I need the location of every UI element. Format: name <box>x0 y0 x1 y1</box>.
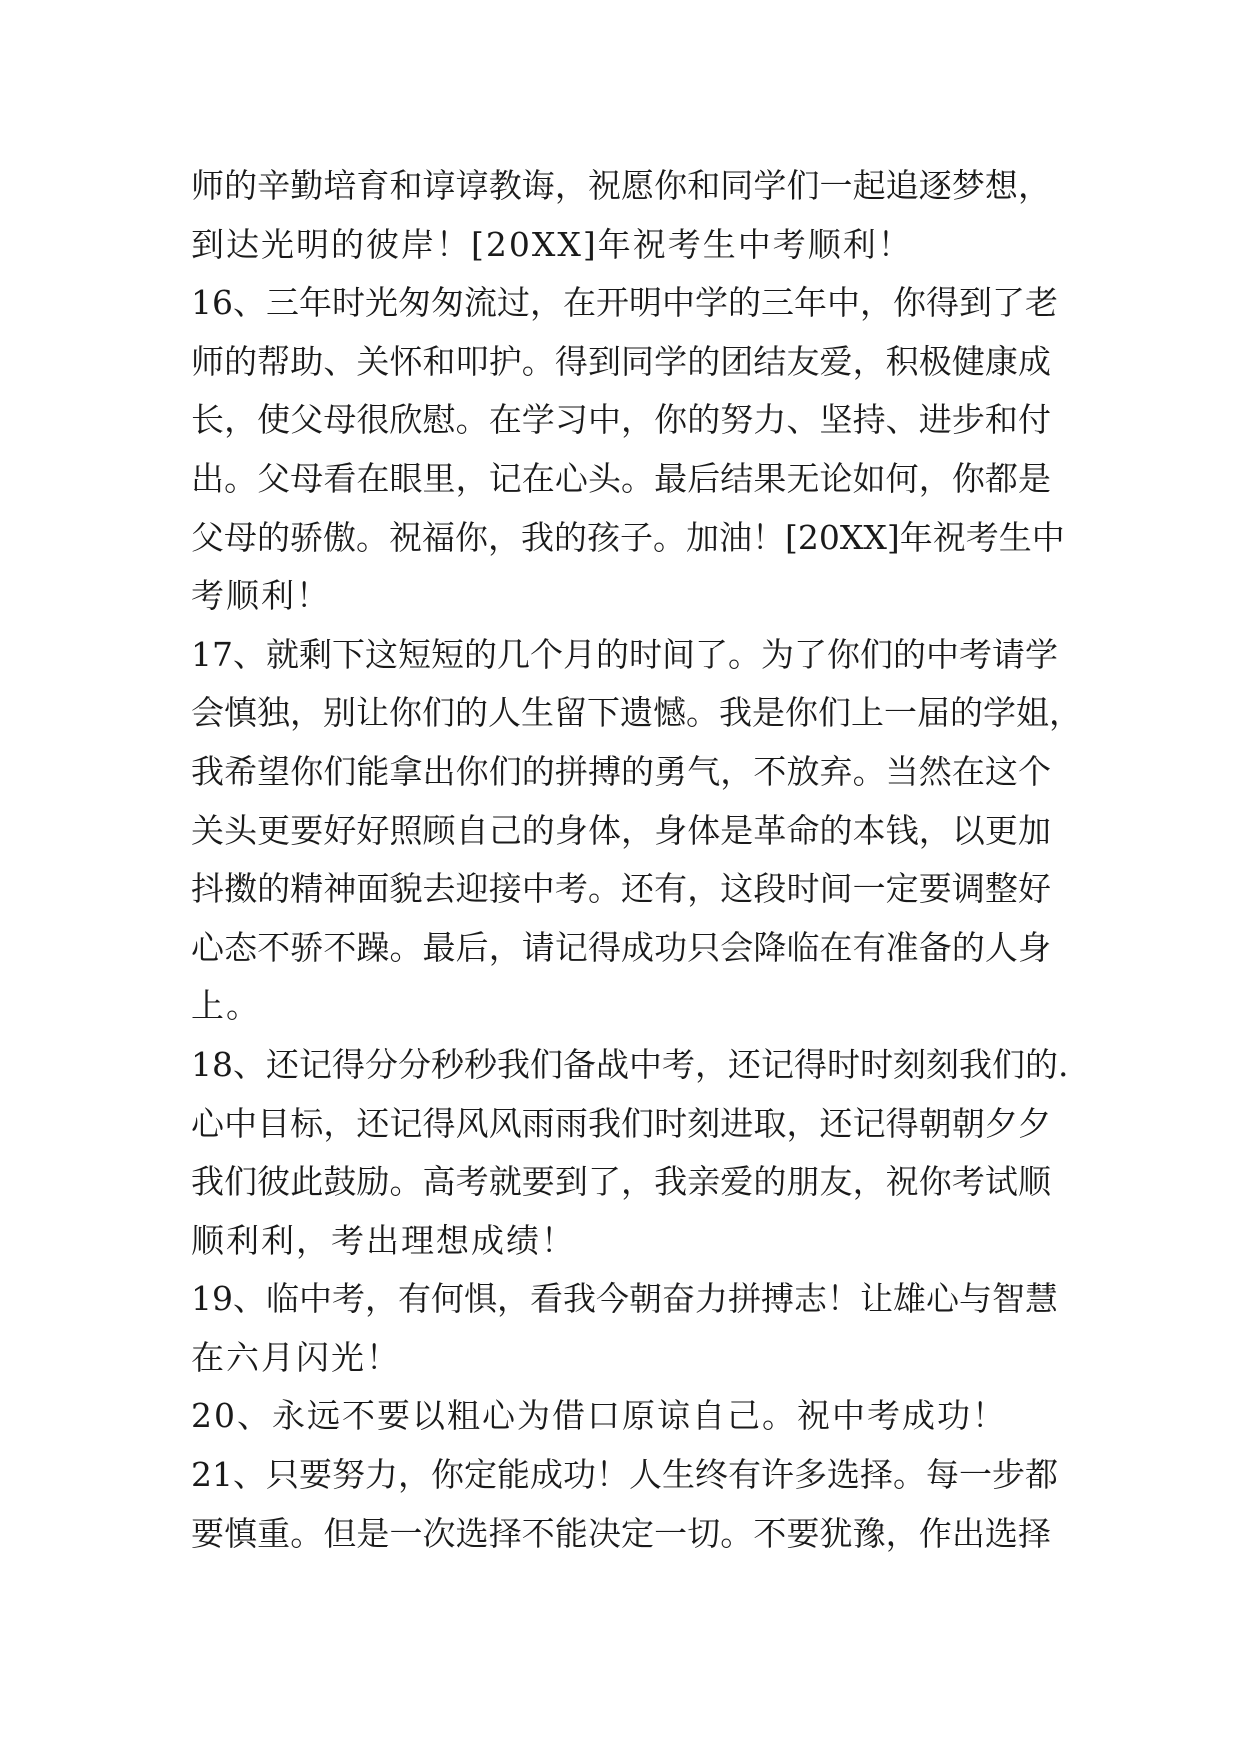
text-line: 长，使父母很欣慰。在学习中，你的努力、坚持、进步和付 <box>191 400 1051 440</box>
text-line: 在六月闪光！ <box>191 1337 401 1377</box>
text-line: 我们彼此鼓励。高考就要到了，我亲爱的朋友，祝你考试顺 <box>191 1162 1051 1202</box>
text-line: 心态不骄不躁。最后，请记得成功只会降临在有准备的人身 <box>191 927 1051 967</box>
text-line: 师的辛勤培育和谆谆教诲，祝愿你和同学们一起追逐梦想， <box>191 166 1051 205</box>
text-line: 关头更要好好照顾自己的身体，身体是革命的本钱，以更加 <box>191 810 1051 850</box>
text-line: 16、三年时光匆匆流过，在开明中学的三年中，你得到了老 <box>191 283 1058 323</box>
text-line: 父母的骄傲。祝福你，我的孩子。加油！[20XX]年祝考生中 <box>191 517 1065 557</box>
text-line: 18、还记得分分秒秒我们备战中考，还记得时时刻刻我们的. <box>191 1044 1069 1084</box>
text-line: 考顺利！ <box>191 576 331 616</box>
text-line: 心中目标，还记得风风雨雨我们时刻进取，还记得朝朝夕夕 <box>191 1103 1051 1143</box>
text-line: 要慎重。但是一次选择不能决定一切。不要犹豫，作出选择 <box>191 1513 1051 1553</box>
text-line: 顺利利，考出理想成绩！ <box>191 1220 576 1260</box>
text-line: 抖擞的精神面貌去迎接中考。还有，这段时间一定要调整好 <box>191 869 1051 909</box>
body-text <box>191 157 1082 1563</box>
text-line: 出。父母看在眼里，记在心头。最后结果无论如何，你都是 <box>191 458 1051 498</box>
text-line: 21、只要努力，你定能成功！人生终有许多选择。每一步都 <box>191 1455 1058 1495</box>
text-line: 我希望你们能拿出你们的拼搏的勇气，不放弃。当然在这个 <box>191 751 1051 791</box>
text-line: 上。 <box>191 986 261 1026</box>
text-line: 20、永远不要以粗心为借口原谅自己。祝中考成功！ <box>191 1396 1007 1436</box>
text-line: 会慎独，别让你们的人生留下遗憾。我是你们上一届的学姐， <box>191 693 1082 733</box>
text-line: 到达光明的彼岸！[20XX]年祝考生中考顺利！ <box>191 224 913 264</box>
text-line: 19、临中考，有何惧，看我今朝奋力拼搏志！让雄心与智慧 <box>191 1279 1058 1319</box>
text-line: 师的帮助、关怀和叩护。得到同学的团结友爱，积极健康成 <box>191 341 1051 381</box>
text-line: 17、就剩下这短短的几个月的时间了。为了你们的中考请学 <box>191 634 1058 674</box>
